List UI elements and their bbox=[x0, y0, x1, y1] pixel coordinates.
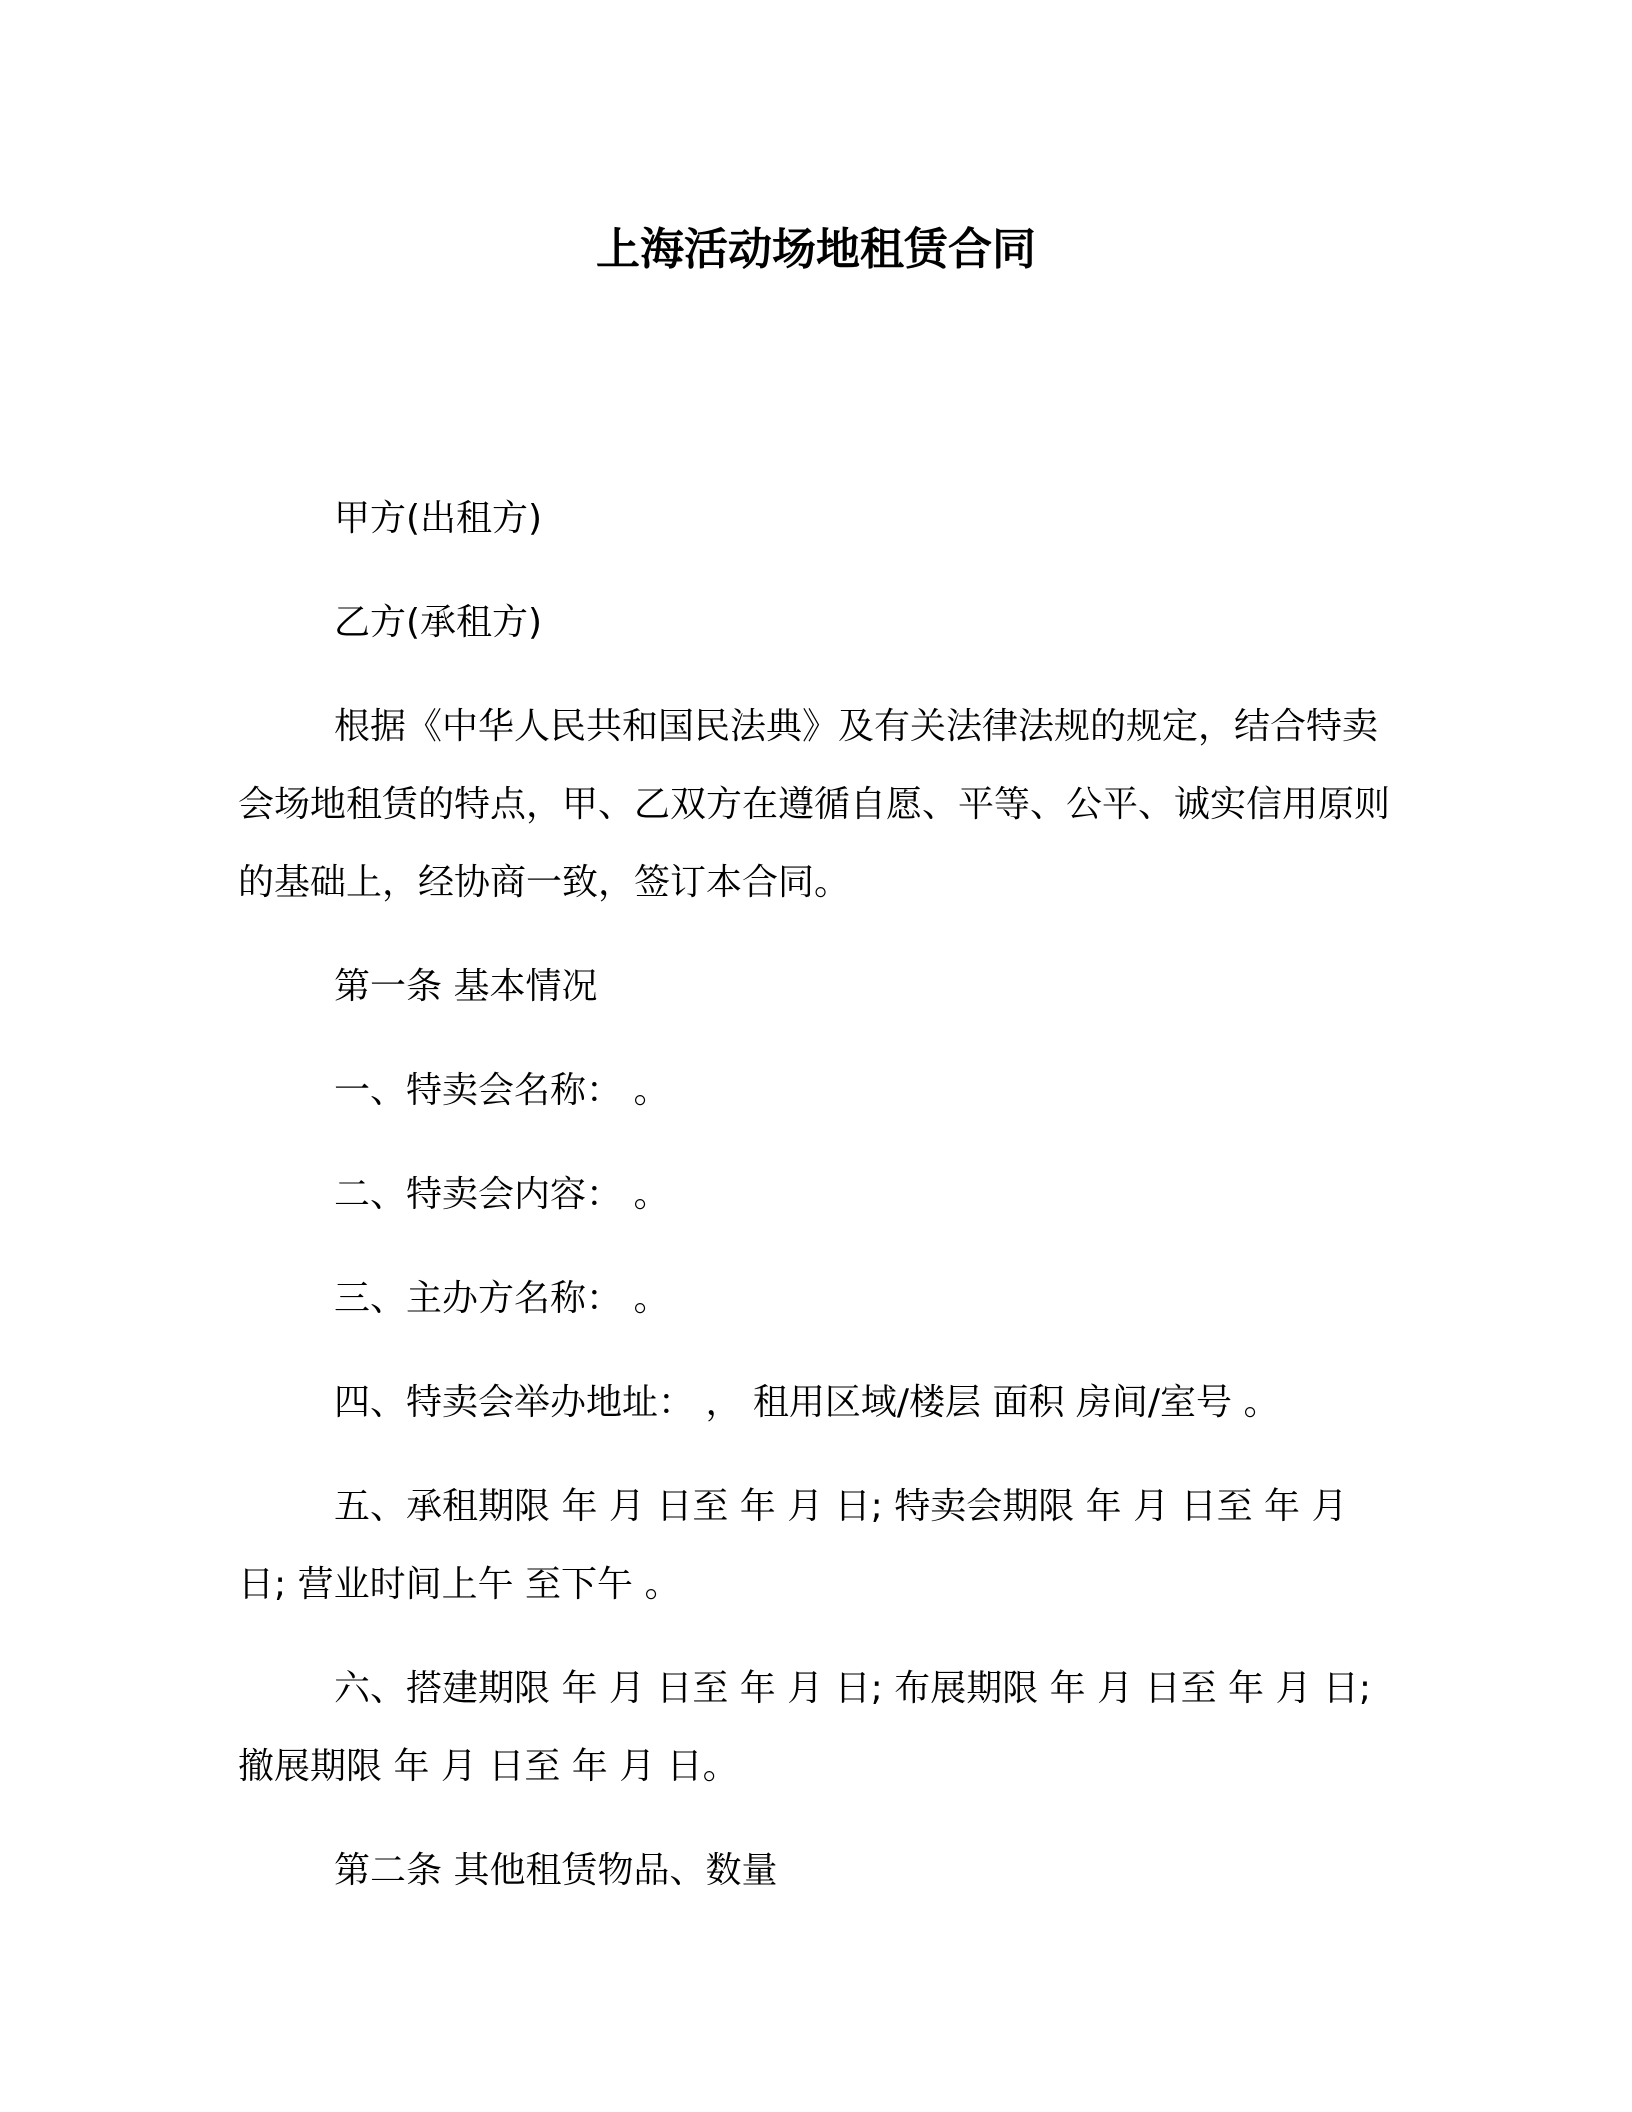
clause-1-2: 二、特卖会内容： 。 bbox=[334, 1174, 670, 1215]
clause-1-6: 六、搭建期限 年 月 日至 年 月 日; 布展期限 年 月 日至 年 月 日; 撤展期限 年 月 日至 年 月 日。 bbox=[238, 1668, 1372, 1787]
party-a-line: 甲方(出租方) bbox=[334, 498, 543, 539]
clause-1-4: 四、特卖会举办地址： ， 租用区域/楼层 面积 房间/室号 。 bbox=[334, 1382, 1280, 1423]
document-body bbox=[238, 480, 1398, 1910]
document-title: 上海活动场地租赁合同 bbox=[596, 224, 1036, 275]
article-2-heading: 第二条 其他租赁物品、数量 bbox=[334, 1850, 778, 1891]
clause-1-1: 一、特卖会名称： 。 bbox=[334, 1070, 670, 1111]
party-b-line: 乙方(承租方) bbox=[334, 602, 543, 643]
clause-1-5: 五、承租期限 年 月 日至 年 月 日; 特卖会期限 年 月 日至 年 月 日; 营业时间上午 至下午 。 bbox=[238, 1486, 1348, 1605]
clause-1-3: 三、主办方名称： 。 bbox=[334, 1278, 670, 1319]
preamble-paragraph: 根据《中华人民共和国民法典》及有关法律法规的规定，结合特卖会场地租赁的特点，甲、乙双方在遵循自愿、平等、公平、诚实信用原则的基础上，经协商一致，签订本合同。 bbox=[238, 706, 1391, 903]
article-1-heading: 第一条 基本情况 bbox=[334, 966, 598, 1007]
